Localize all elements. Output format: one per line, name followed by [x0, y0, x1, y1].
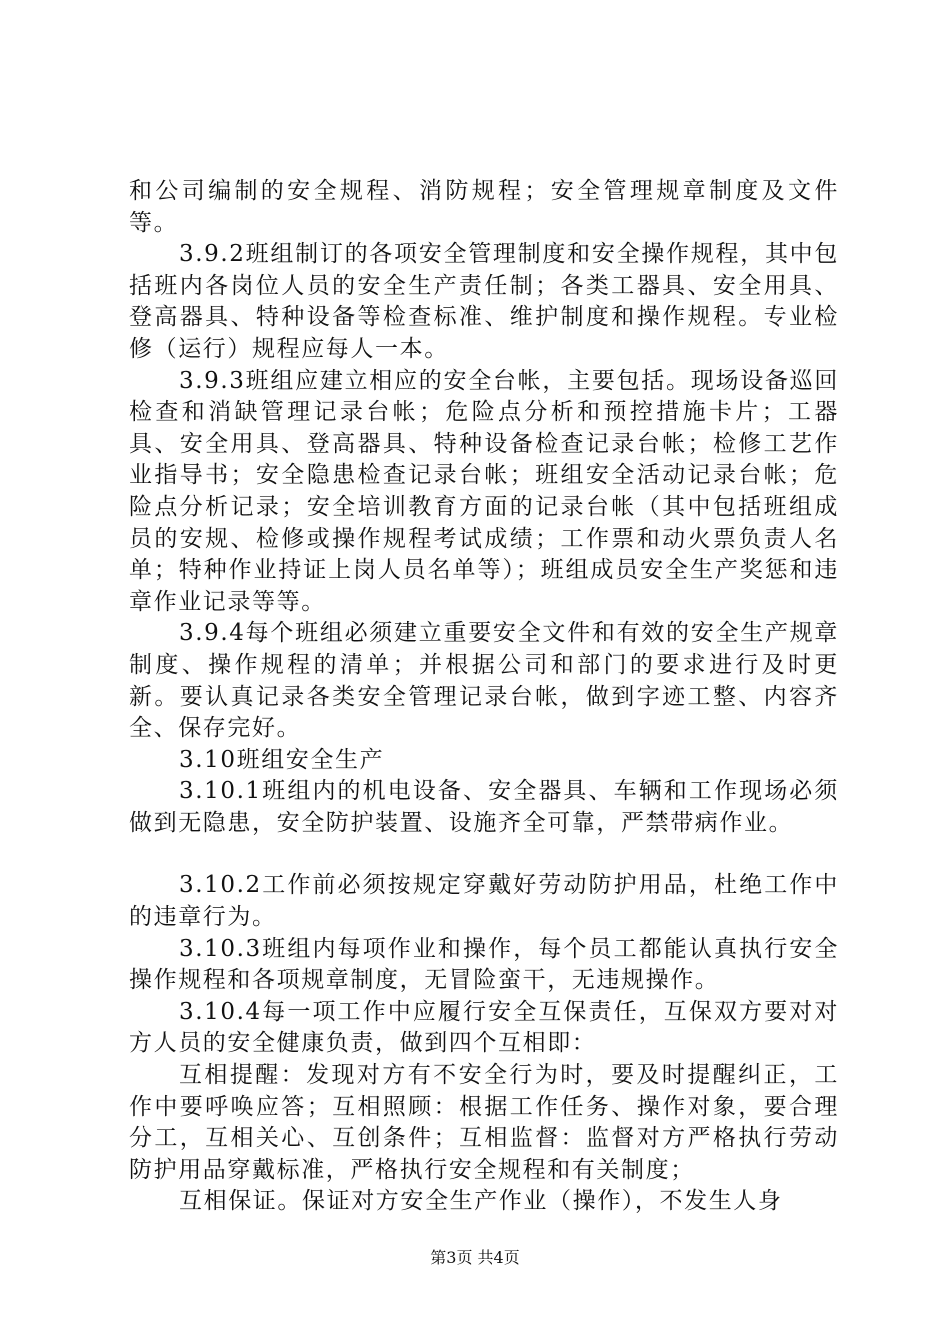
- paragraph-3-10-1: 3.10.1班组内的机电设备、安全器具、车辆和工作现场必须做到无隐患，安全防护装置、设施齐全可靠，严禁带病作业。: [129, 778, 839, 836]
- paragraph-3-9-2: 3.9.2班组制订的各项安全管理制度和安全操作规程，其中包括班内各岗位人员的安全生产责任制；各类工器具、安全用具、登高器具、特种设备等检查标准、维护制度和操作规程。专业检修（运行）规程应每人一本。: [129, 241, 839, 362]
- paragraph-3-10-2: 3.10.2工作前必须按规定穿戴好劳动防护用品，杜绝工作中的违章行为。: [129, 872, 839, 931]
- paragraph-3-9-4: 3.9.4每个班组必须建立重要安全文件和有效的安全生产规章制度、操作规程的清单；并根据公司和部门的要求进行及时更新。要认真记录各类安全管理记录台帐，做到字迹工整、内容齐全、保存完好。: [129, 620, 839, 742]
- page-number-footer: 第3页 共4页: [430, 1248, 520, 1267]
- paragraph-3-9-3: 3.9.3班组应建立相应的安全台帐，主要包括。现场设备巡回检查和消缺管理记录台帐；危险点分析和预控措施卡片；工器具、安全用具、登高器具、特种设备检查记录台帐；检修工艺作业指导书；安全隐患检查记录台帐；班组安全活动记录台帐；危险点分析记录；安全培训教育方面的记录台帐（其中包括班组成员的安规、检修或操作规程考试成绩；工作票和动火票负责人名单；特种作业持证上岗人员名单等）；班组成员安全生产奖惩和违章作业记录等等。: [129, 367, 839, 615]
- paragraph-3-10-4: 3.10.4每一项工作中应履行安全互保责任，互保双方要对对方人员的安全健康负责，做到四个互相即：: [129, 998, 839, 1057]
- document-body: [129, 176, 839, 1218]
- paragraph-mutual-reminders: 互相提醒：发现对方有不安全行为时，要及时提醒纠正，工作中要呼唤应答；互相照顾：根据工作任务、操作对象，要合理分工，互相关心、互创条件；互相监督：监督对方严格执行劳动防护用品穿戴标准，严格执行安全规程和有关制度；: [129, 1062, 839, 1183]
- paragraph-mutual-guarantee: 互相保证。保证对方安全生产作业（操作），不发生人身: [179, 1188, 783, 1215]
- section-heading-3-10: 3.10班组安全生产: [179, 746, 385, 773]
- paragraph-continuation: 和公司编制的安全规程、消防规程；安全管理规章制度及文件等。: [129, 178, 839, 236]
- paragraph-3-10-3: 3.10.3班组内每项作业和操作，每个员工都能认真执行安全操作规程和各项规章制度，无冒险蛮干，无违规操作。: [129, 935, 839, 994]
